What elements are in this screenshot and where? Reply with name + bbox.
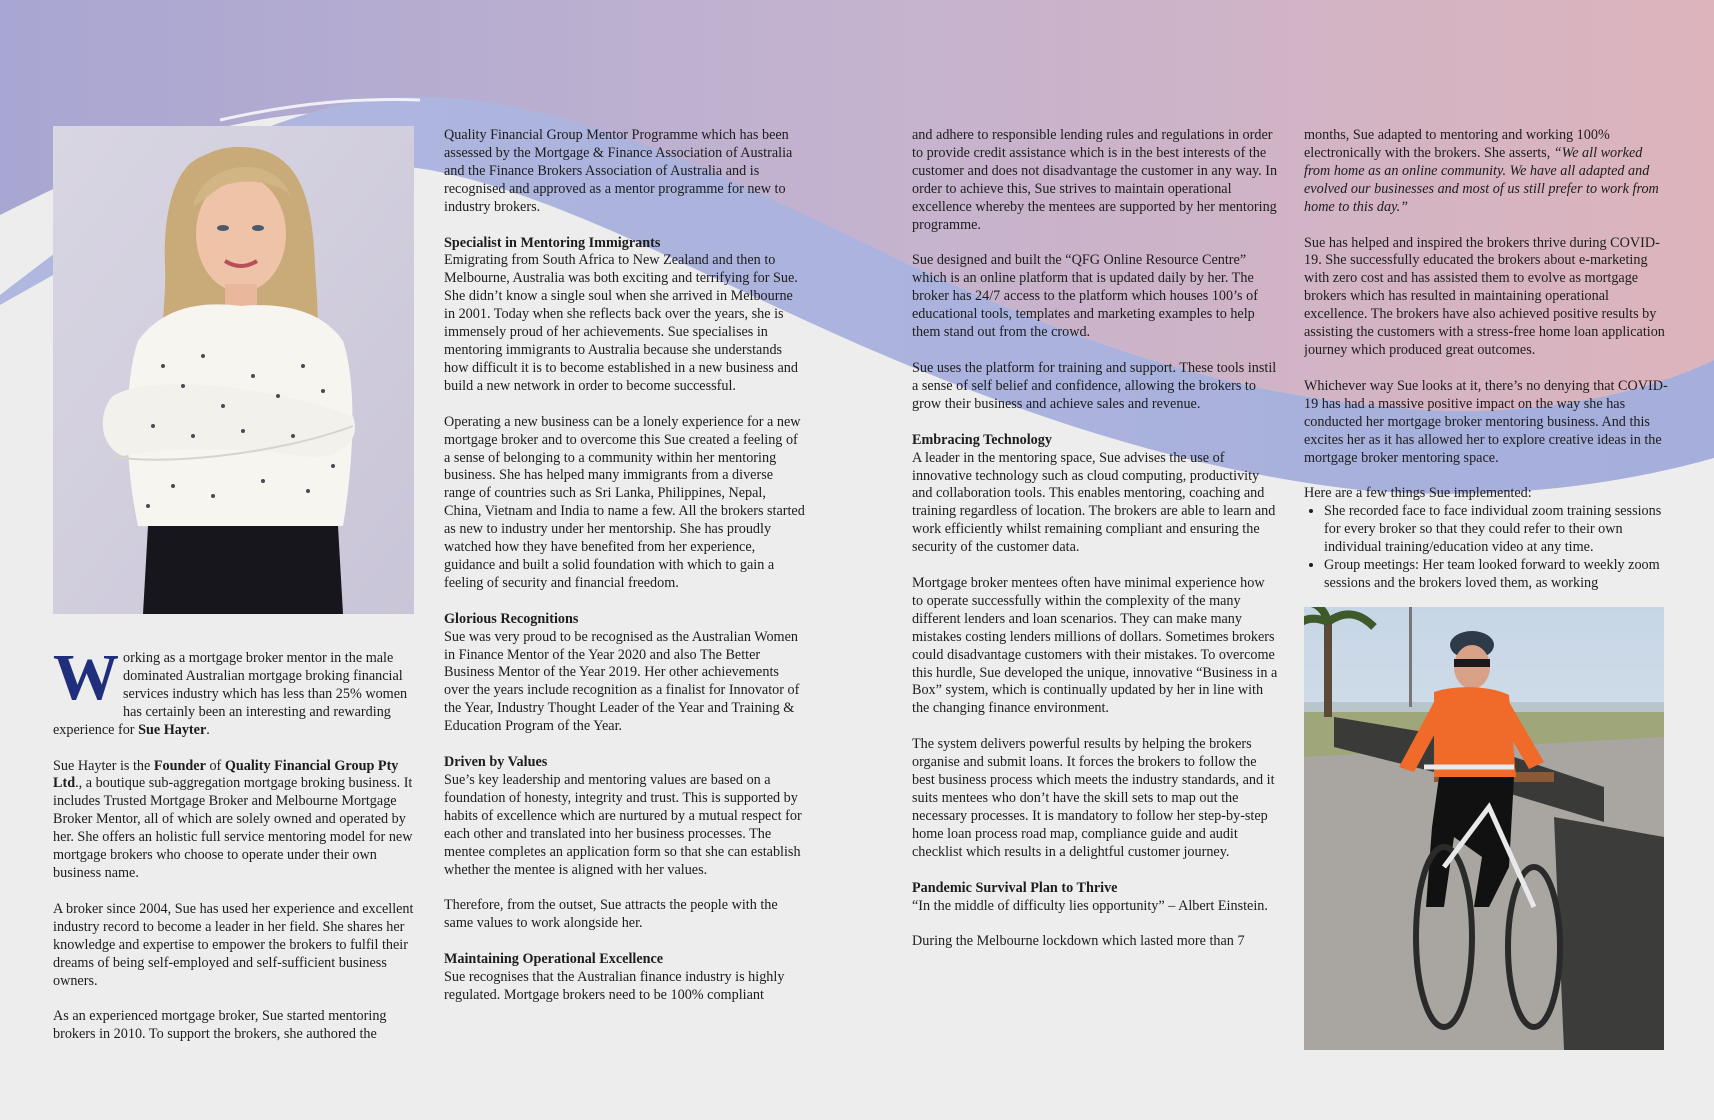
positive-impact-paragraph: Whichever way Sue looks at it, there’s no denying that COVID-19 has had a massive positive impact on the way she has conducted her mortgage broker mentoring business. And this excites her as it has allowed her to explore creative ideas in the mortgage broker mentoring space. [1304,377,1668,466]
lockdown-paragraph: During the Melbourne lockdown which lasted more than 7 [912,933,1245,950]
online-community-paragraph: months, Sue adapted to mentoring and working 100% electronically with the brokers. She asserts, “We all worked from home as an online community. We have all adapted and evolved our businesses and most of us still prefer to work from home to this day.” [1304,127,1659,215]
section-pandemic [912,880,1278,916]
section-immigrants [444,235,806,396]
therefore-paragraph: Therefore, from the outset, Sue attracts the people with the same values to work alongside her. [444,897,778,932]
mentoring-start-paragraph: As an experienced mortgage broker, Sue started mentoring brokers in 2010. To support the brokers, she authored the [53,1008,387,1043]
section-recognitions [444,611,806,736]
subject-name: Sue Hayter [138,721,207,738]
heading-recognitions: Glorious Recognitions [444,610,579,627]
lonely-experience-paragraph: Operating a new business can be a lonely experience for a new mortgage broker and to overcome this Sue created a feeling of a sense of belonging to a community within her mentoring business. She has helped many immigrants from a diverse range of countries such as Sri Lanka, Philippines, Nepal, China, Vietnam and India to name a few. All the brokers started as new to industry under her mentorship. She has proudly watched how they have benefited from her experience, guidance and built a solid foundation with which to gain a feeling of security and financial freedom. [444,413,805,591]
heading-immigrants: Specialist in Mentoring Immigrants [444,234,661,251]
drop-cap: W [53,641,119,714]
system-paragraph: The system delivers powerful results by helping the brokers organise and submit loans. It forces the brokers to follow the best business process which meets the industry standards, and it suits mentees who don’t have the skill sets to map out the necessary processes. It is mandatory to follow her step-by-step home loan process road map, compliance guide and audit checklist which results in a delightful customer journey. [912,736,1275,860]
column-1 [53,641,415,1044]
heading-pandemic: Pandemic Survival Plan to Thrive [912,879,1118,896]
list-item: • She recorded face to face individual zoom training sessions for every broker so that they could refer to their own individual training/education video at any time. [1324,503,1670,557]
einstein-quote: “In the middle of difficulty lies opportunity” – Albert Einstein. [912,897,1268,914]
cyclist-photo [1304,607,1664,1050]
column-2 [444,127,806,1005]
excellence-paragraph: Sue recognises that the Australian finance industry is highly regulated. Mortgage brokers need to be 100% compliant [444,969,785,1004]
implemented-list [1304,503,1670,593]
broker-since-paragraph: A broker since 2004, Sue has used her experience and excellent industry record to become a leader in her field. She shares her knowledge and expertise to empower the brokers to fulfil their dreams of being self-employed and self-sufficient business owners. [53,900,414,989]
section-technology [912,432,1278,557]
platform-paragraph: Sue uses the platform for training and support. These tools instil a sense of self belief and confidence, allowing the brokers to grow their business and achieve sales and revenue. [912,359,1277,412]
section-values [444,754,806,879]
resource-centre-paragraph: Sue designed and built the “QFG Online Resource Centre” which is an online platform that is updated daily by her. The broker has 24/7 access to the platform which houses 100’s of educational tools, templates and marketing examples to help them stand out from the crowd. [912,252,1258,341]
column-3 [912,127,1278,951]
lending-rules-paragraph: and adhere to responsible lending rules and regulations in order to provide credit assistance which is in the best interests of the customer and does not disadvantage the customer in any way. In order to achieve this, Sue strives to maintain operational excellence whereby the mentees are supported by her mentoring programme. [912,127,1278,233]
mentees-paragraph: Mortgage broker mentees often have minimal experience how to operate successfully within the complexity of the many different lenders and loan scenarios. They can make many mistakes costing lenders millions of dollars. Sometimes brokers could disadvantage customers with their mistakes. To overcome this hurdle, Sue developed the unique, innovative “Business in a Box” system, which is continually updated by her in line with the changing finance environment. [912,575,1278,717]
company-name: Quality Financial Group Pty Ltd [53,757,399,792]
covid-help-paragraph: Sue has helped and inspired the brokers thrive during COVID-19. She successfully educated the brokers about e-marketing with zero cost and has assisted them to evolve as mortgage brokers which has resulted in maintaining operational excellence. The brokers have also achieved positive results by assisting the customers with a stress-free home loan application journey which produced great outcomes. [1304,234,1665,358]
technology-paragraph: A leader in the mentoring space, Sue advises the use of innovative technology such as cloud computing, productivity and collaboration tools. This enables mentoring, coaching and training regardless of location. The brokers are able to learn and work efficiently whilst remaining compliant and ensuring the security of the customer data. [912,449,1276,556]
implemented-intro: Here are a few things Sue implemented: [1304,485,1532,502]
section-excellence [444,951,806,1005]
immigrants-paragraph: Emigrating from South Africa to New Zealand and then to Melbourne, Australia was both exciting and terrifying for Sue. She didn’t know a single soul when she arrived in Melbourne in 2001. Today when she reflects back over the years, she is immensely proud of her achievements. Sue specialises in mentoring immigrants to Australia because she understands how difficult it is to become established in a new business and build a new network in order to become successful. [444,252,798,394]
intro-paragraph: Working as a mortgage broker mentor in the male dominated Australian mortgage broking financial services industry which has less than 25% women has certainly been an interesting and rewarding experience for Sue Hayter. [53,641,408,738]
column-4 [1304,127,1670,609]
founder-paragraph: Sue Hayter is the Founder of Quality Financial Group Pty Ltd., a boutique sub-aggregation mortgage broking business. It includes Trusted Mortgage Broker and Melbourne Mortgage Broker Mentor, all of which are solely owned and operated by her. She offers an holistic full service mentoring model for new mortgage brokers who choose to operate under their own business name. [53,757,413,881]
mentor-programme-paragraph: Quality Financial Group Mentor Programme which has been assessed by the Mortgage & Finance Association of Australia and the Finance Brokers Association of Australia and is recognised and approved as a mentor programme for new to industry brokers. [444,127,793,215]
heading-values: Driven by Values [444,754,548,771]
portrait-photo [53,126,414,614]
heading-technology: Embracing Technology [912,431,1052,448]
sue-quote: “We all worked from home as an online community. We have all adapted and evolved our businesses and most of us still prefer to work from home to this day.” [1304,144,1659,215]
list-item: • Group meetings: Her team looked forward to weekly zoom sessions and the brokers loved them, as working [1324,557,1670,593]
heading-excellence: Maintaining Operational Excellence [444,951,664,968]
values-paragraph: Sue’s key leadership and mentoring values are based on a foundation of honesty, integrity and trust. This is supported by habits of excellence which are nurtured by a mutual respect for each other and translated into her business processes. The mentee completes an application form so that she can establish whether the mentee is aligned with her values. [444,772,802,878]
recognitions-paragraph: Sue was very proud to be recognised as the Australian Women in Finance Mentor of the Year 2020 and also The Better Business Mentor of the Year 2019. Her other achievements over the years include recognition as a finalist for Innovator of the Year, Industry Thought Leader of the Year and Training & Education Program of the Year. [444,628,800,735]
